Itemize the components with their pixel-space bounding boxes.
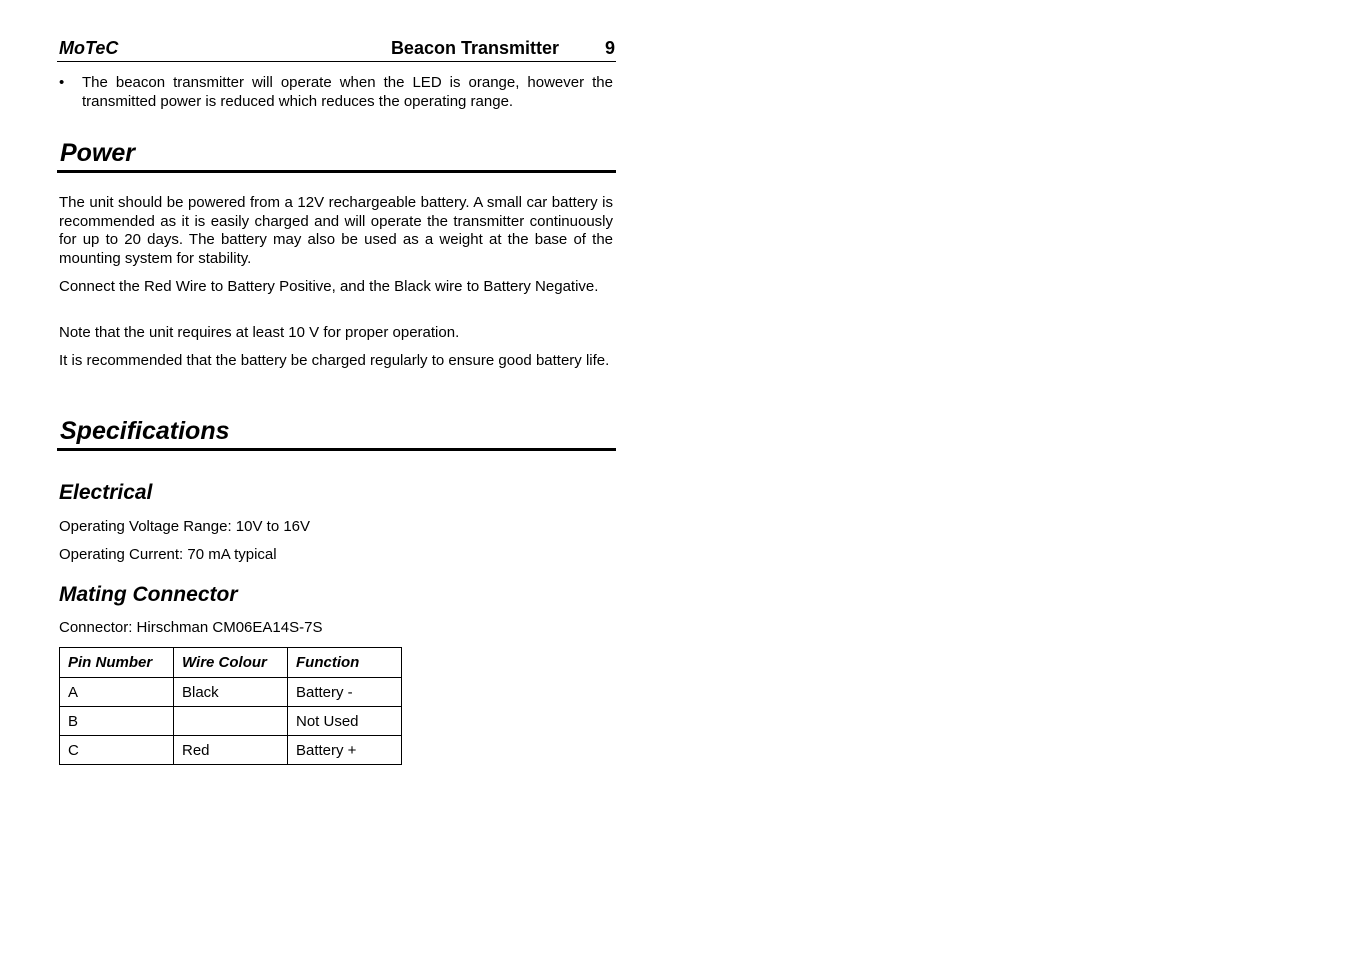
power-heading-text: Power — [60, 139, 136, 167]
table-header-row — [60, 648, 402, 678]
table-row — [60, 707, 402, 736]
power-paragraph-1: The unit should be powered from a 12V rechargeable battery. A small car battery is recommended as it is easily charged and will operate the transmitter continuously for up to 20 days. The battery may also be used as a weight at the base of the mounting system for stability. — [59, 194, 613, 267]
power-paragraph-2: Connect the Red Wire to Battery Positive, and the Black wire to Battery Negative. — [59, 278, 599, 295]
table-cell: Battery + — [288, 736, 402, 765]
brand-name: MoTeC — [59, 38, 119, 58]
specifications-heading-text: Specifications — [60, 417, 230, 445]
column-header: Wire Colour — [174, 648, 288, 678]
mating-connector-heading: Mating Connector — [59, 583, 238, 606]
power-paragraph-4: It is recommended that the battery be charged regularly to ensure good battery life. — [59, 352, 610, 369]
electrical-heading: Electrical — [59, 481, 153, 504]
page-number: 9 — [604, 38, 615, 58]
document-title: Beacon Transmitter — [390, 38, 559, 58]
table-cell: A — [60, 678, 174, 707]
power-paragraph-3: Note that the unit requires at least 10 V for proper operation. — [59, 324, 460, 341]
table-cell: Red — [174, 736, 288, 765]
table-row — [60, 736, 402, 765]
table-row — [60, 678, 402, 707]
column-header: Pin Number — [60, 648, 174, 678]
table-cell: C — [60, 736, 174, 765]
specifications-heading — [57, 415, 616, 451]
table-cell: Battery - — [288, 678, 402, 707]
table-cell: Not Used — [288, 707, 402, 736]
pin-table — [59, 647, 402, 765]
table-cell: Black — [174, 678, 288, 707]
bullet-icon: • — [59, 74, 65, 91]
power-heading — [57, 137, 616, 173]
table-cell — [174, 707, 288, 736]
operating-voltage: Operating Voltage Range: 10V to 16V — [59, 518, 311, 535]
bullet-text: The beacon transmitter will operate when the LED is orange, however the transmitted power is reduced which reduces the operating range. — [82, 74, 613, 110]
column-header: Function — [288, 648, 402, 678]
operating-current: Operating Current: 70 mA typical — [59, 546, 277, 563]
running-header — [57, 37, 616, 62]
table-cell: B — [60, 707, 174, 736]
connector-part: Connector: Hirschman CM06EA14S-7S — [59, 619, 323, 636]
bullet-item — [59, 73, 613, 111]
